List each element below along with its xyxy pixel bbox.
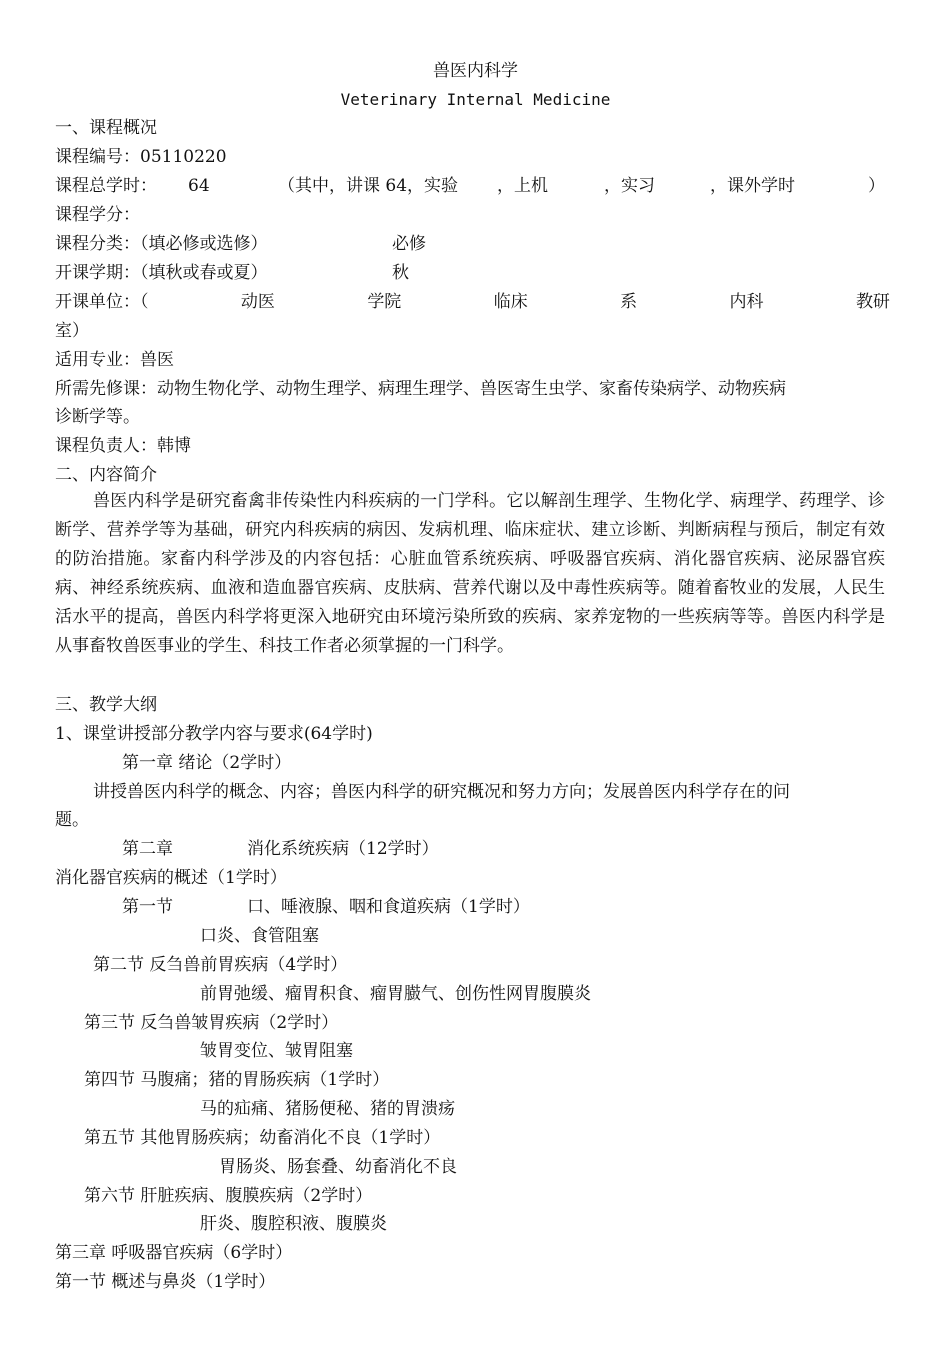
hours-breakdown: （其中，讲课 64，实验 — [278, 176, 459, 196]
total-hours-value: 64 — [188, 176, 210, 196]
applicable-major: 适用专业：兽医 — [55, 350, 174, 370]
hours-extra: ，课外学时 — [710, 176, 795, 196]
section-heading-intro: 二、内容简介 — [55, 465, 157, 485]
course-unit-line — [55, 291, 890, 313]
unit-part: 临床 — [493, 292, 528, 312]
course-term-label: 开课学期：（填秋或春或夏） — [55, 263, 268, 283]
unit-part: 学院 — [367, 292, 402, 312]
unit-part: 系 — [620, 292, 638, 312]
chapter-2-number: 第二章 — [122, 839, 173, 859]
unit-part: 教研 — [855, 292, 890, 312]
section-3-title: 第三节 反刍兽皱胃疾病（2学时） — [84, 1013, 339, 1033]
unit-part: 内科 — [729, 292, 764, 312]
course-credits: 课程学分： — [55, 205, 140, 225]
section-6-items: 肝炎、腹腔积液、腹膜炎 — [200, 1214, 387, 1234]
total-hours-label: 课程总学时： — [55, 176, 157, 196]
section-4-items: 马的疝痛、猪肠便秘、猪的胃溃疡 — [200, 1099, 455, 1119]
chapter-1-desc-line1: 讲授兽医内科学的概念、内容；兽医内科学的研究概况和努力方向；发展兽医内科学存在的问 — [93, 782, 790, 802]
section-5-title: 第五节 其他胃肠疾病；幼畜消化不良（1学时） — [84, 1128, 441, 1148]
section-1-items: 口炎、食管阻塞 — [200, 926, 319, 946]
unit-part: 开课单位：（ — [55, 292, 149, 312]
title-english: Veterinary Internal Medicine — [340, 90, 611, 109]
course-unit-continued: 室） — [55, 321, 89, 341]
section-1-number: 第一节 — [122, 897, 173, 917]
section-5-items: 胃肠炎、肠套叠、幼畜消化不良 — [219, 1157, 457, 1177]
lecture-heading: 1、课堂讲授部分教学内容与要求(64学时) — [55, 724, 373, 744]
section-1-title: 口、唾液腺、咽和食道疾病（1学时） — [247, 897, 530, 917]
course-code: 课程编号：05110220 — [55, 147, 227, 167]
title-chinese: 兽医内科学 — [433, 61, 518, 81]
course-leader: 课程负责人：韩博 — [55, 436, 191, 456]
course-term-value: 秋 — [392, 263, 409, 283]
section-heading-overview: 一、课程概况 — [55, 118, 157, 138]
section-6-title: 第六节 肝脏疾病、腹膜疾病（2学时） — [84, 1186, 373, 1206]
hours-practice: ，实习 — [604, 176, 655, 196]
chapter-3-section-1-title: 第一节 概述与鼻炎（1学时） — [55, 1272, 276, 1292]
chapter-2-title: 消化系统疾病（12学时） — [247, 839, 439, 859]
unit-part: 动医 — [240, 292, 275, 312]
hours-computer: ，上机 — [497, 176, 548, 196]
chapter-3-title: 第三章 呼吸器官疾病（6学时） — [55, 1243, 293, 1263]
course-category-value: 必修 — [392, 234, 426, 254]
chapter-1-title: 第一章 绪论（2学时） — [122, 753, 292, 773]
section-heading-syllabus: 三、教学大纲 — [55, 695, 157, 715]
chapter-1-desc-line2: 题。 — [55, 810, 89, 830]
prerequisites-line2: 诊断学等。 — [55, 407, 140, 427]
digestive-overview: 消化器官疾病的概述（1学时） — [55, 868, 287, 888]
prerequisites-line1: 所需先修课：动物生物化学、动物生理学、病理生理学、兽医寄生虫学、家畜传染病学、动物疾病 — [55, 379, 786, 399]
hours-close: ） — [868, 176, 885, 196]
section-2-items: 前胃弛缓、瘤胃积食、瘤胃臌气、创伤性网胃腹膜炎 — [200, 984, 591, 1004]
course-category-label: 课程分类：（填必修或选修） — [55, 234, 268, 254]
section-3-items: 皱胃变位、皱胃阻塞 — [200, 1041, 353, 1061]
intro-paragraph: 兽医内科学是研究畜禽非传染性内科疾病的一门学科。它以解剖生理学、生物化学、病理学、药理学、诊断学、营养学等为基础，研究内科疾病的病因、发病机理、临床症状、建立诊断、判断病程与预后，制定有效的防治措施。家畜内科学涉及的内容包括：心脏血管系统疾病、呼吸器官疾病、消化器官疾病、泌尿器官疾病、神经系统疾病、血液和造血器官疾病、皮肤病、营养代谢以及中毒性疾病等。随着畜牧业的发展，人民生活水平的提高，兽医内科学将更深入地研究由环境污染所致的疾病、家养宠物的一些疾病等等。兽医内科学是从事畜牧兽医事业的学生、科技工作者必须掌握的一门科学。 — [55, 491, 885, 656]
section-4-title: 第四节 马腹痛；猪的胃肠疾病（1学时） — [84, 1070, 390, 1090]
section-2-title: 第二节 反刍兽前胃疾病（4学时） — [93, 955, 348, 975]
